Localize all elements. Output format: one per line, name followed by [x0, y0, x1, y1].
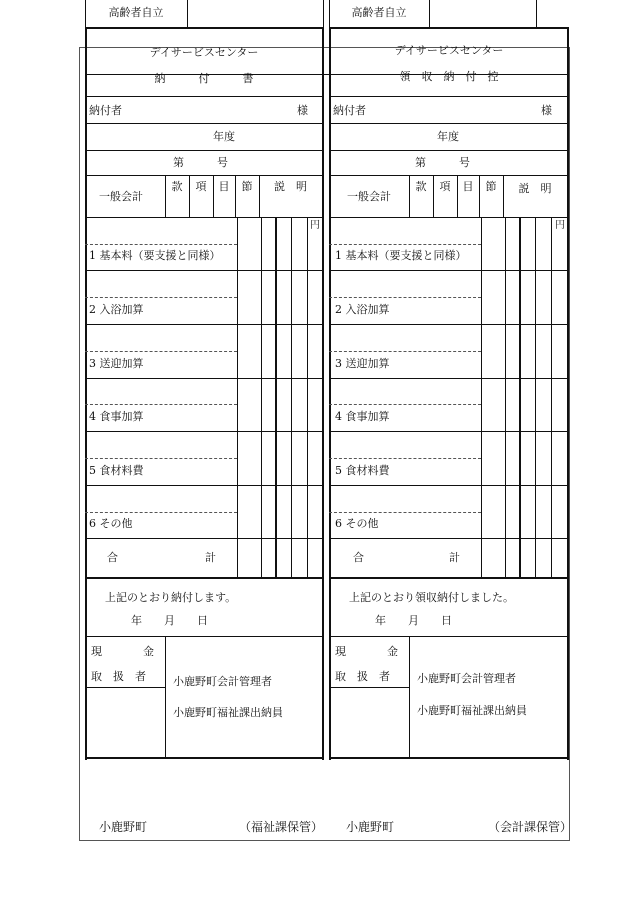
total-bottom-line	[329, 577, 569, 579]
number-label: 第 号	[415, 156, 470, 169]
amount-col-4	[291, 217, 292, 577]
row-line	[85, 431, 323, 432]
col-setsu: 節	[241, 180, 253, 193]
col-moku: 目	[462, 180, 474, 193]
payer-suffix: 様	[297, 104, 308, 117]
account-label: 一般会計	[99, 190, 143, 203]
cash-label-1: 現 金	[335, 645, 400, 658]
row-line	[329, 431, 569, 432]
title-bottom-line	[329, 96, 569, 97]
row-dash	[85, 512, 237, 513]
col-kan: 款	[415, 180, 427, 193]
title-bottom-line	[85, 96, 323, 97]
statement-bottom-line	[85, 636, 323, 637]
date-text: 年 月 日	[131, 614, 208, 627]
title-line2: 納 付 書	[154, 72, 254, 85]
item-label: 6 その他	[89, 517, 133, 530]
total-label: 合	[107, 551, 118, 564]
payer-label: 納付者	[333, 104, 366, 117]
tag-divider-2	[536, 0, 537, 27]
row-dash	[85, 351, 237, 352]
payer-bottom-line	[85, 123, 323, 124]
payer-label: 納付者	[89, 104, 122, 117]
row-line	[85, 378, 323, 379]
right-panel	[329, 0, 569, 760]
amount-col-1	[481, 217, 482, 577]
amount-col-3	[519, 217, 521, 577]
statement-text: 上記のとおり領収納付しました。	[349, 591, 514, 604]
year-bottom-line	[85, 150, 323, 151]
title-line1: デイサービスセンター	[394, 44, 504, 57]
row-dash	[85, 244, 237, 245]
cash-divider	[409, 636, 410, 757]
number-bottom-line	[329, 175, 569, 176]
frame-top	[329, 27, 569, 29]
row-dash	[329, 297, 481, 298]
statement-bottom-line	[329, 636, 569, 637]
row-dash	[329, 404, 481, 405]
row-line	[329, 270, 569, 271]
frame-right	[567, 27, 569, 760]
official-1: 小鹿野町会計管理者	[417, 672, 516, 685]
item-label: 4 食事加算	[89, 410, 144, 423]
row-line	[329, 485, 569, 486]
total-label: 合	[353, 551, 364, 564]
total-bottom-line	[85, 577, 323, 579]
statement-text: 上記のとおり納付します。	[105, 591, 237, 604]
row-line	[329, 538, 569, 539]
col-moku: 目	[218, 180, 230, 193]
header-bottom-line	[329, 217, 569, 218]
frame-left	[85, 27, 87, 760]
col-setsumei: 説 明	[518, 182, 552, 195]
official-1: 小鹿野町会計管理者	[173, 675, 272, 688]
cash-label-2: 取 扱 者	[335, 670, 390, 683]
row-dash	[329, 351, 481, 352]
header-bottom-line	[85, 217, 323, 218]
title-line1: デイサービスセンター	[149, 46, 259, 59]
row-line	[329, 378, 569, 379]
yen-mark: 円	[555, 220, 565, 231]
footer-town-right: 小鹿野町	[346, 820, 395, 834]
item-label: 3 送迎加算	[89, 357, 144, 370]
item-label: 6 その他	[335, 517, 379, 530]
row-dash	[329, 244, 481, 245]
amount-col-5	[551, 217, 552, 577]
total-label-2: 計	[205, 551, 216, 564]
cash-label-line	[329, 687, 409, 688]
footer-keep-right: （会計課保管）	[488, 820, 573, 834]
row-line	[85, 324, 323, 325]
account-label: 一般会計	[347, 190, 391, 203]
amount-col-3	[275, 217, 277, 577]
tag-right-edge	[323, 0, 324, 27]
footer-keep-left: （福祉課保管）	[239, 820, 324, 834]
cash-label-1: 現 金	[91, 645, 156, 658]
row-dash	[85, 404, 237, 405]
year-label: 年度	[213, 130, 235, 143]
tag-label: 高齢者自立	[351, 6, 407, 19]
cash-label-line	[85, 687, 165, 688]
total-label-2: 計	[449, 551, 460, 564]
yen-mark: 円	[310, 220, 320, 231]
item-label: 3 送迎加算	[335, 357, 390, 370]
title-line2: 領 収 納 付 控	[399, 70, 499, 83]
item-label: 5 食材料費	[335, 464, 390, 477]
tag-divider	[429, 0, 430, 27]
amount-col-2	[261, 217, 262, 577]
left-panel	[85, 0, 325, 760]
item-label: 1 基本料（要支援と同様）	[89, 249, 221, 262]
frame-top	[85, 27, 323, 29]
number-label: 第 号	[173, 156, 228, 169]
col-setsu: 節	[485, 180, 497, 193]
amount-col-5	[307, 217, 308, 577]
year-label: 年度	[437, 130, 459, 143]
item-label: 2 入浴加算	[335, 303, 390, 316]
footer-town-left: 小鹿野町	[99, 820, 148, 834]
row-dash	[85, 458, 237, 459]
amount-col-2	[505, 217, 506, 577]
col-kou: 項	[439, 180, 451, 193]
amount-col-4	[535, 217, 536, 577]
tag-label: 高齢者自立	[108, 6, 164, 19]
amount-col-1	[237, 217, 238, 577]
payer-suffix: 様	[541, 104, 552, 117]
item-label: 2 入浴加算	[89, 303, 144, 316]
row-line	[329, 324, 569, 325]
row-line	[85, 270, 323, 271]
official-2: 小鹿野町福祉課出納員	[417, 704, 527, 717]
item-label: 4 食事加算	[335, 410, 390, 423]
payer-bottom-line	[329, 123, 569, 124]
cash-divider	[165, 636, 166, 757]
year-bottom-line	[329, 150, 569, 151]
row-line	[85, 538, 323, 539]
cash-label-2: 取 扱 者	[91, 670, 146, 683]
tag-divider	[187, 0, 188, 27]
frame-bottom	[329, 757, 569, 759]
row-dash	[329, 512, 481, 513]
frame-right	[322, 27, 324, 760]
official-2: 小鹿野町福祉課出納員	[173, 706, 283, 719]
number-bottom-line	[85, 175, 323, 176]
frame-bottom	[85, 757, 323, 759]
col-setsumei: 説 明	[274, 180, 307, 193]
row-dash	[85, 297, 237, 298]
date-text: 年 月 日	[375, 614, 452, 627]
item-label: 1 基本料（要支援と同様）	[335, 249, 467, 262]
row-line	[85, 485, 323, 486]
col-kan: 款	[171, 180, 183, 193]
row-dash	[329, 458, 481, 459]
item-label: 5 食材料費	[89, 464, 144, 477]
col-kou: 項	[195, 180, 207, 193]
frame-left	[329, 27, 331, 760]
